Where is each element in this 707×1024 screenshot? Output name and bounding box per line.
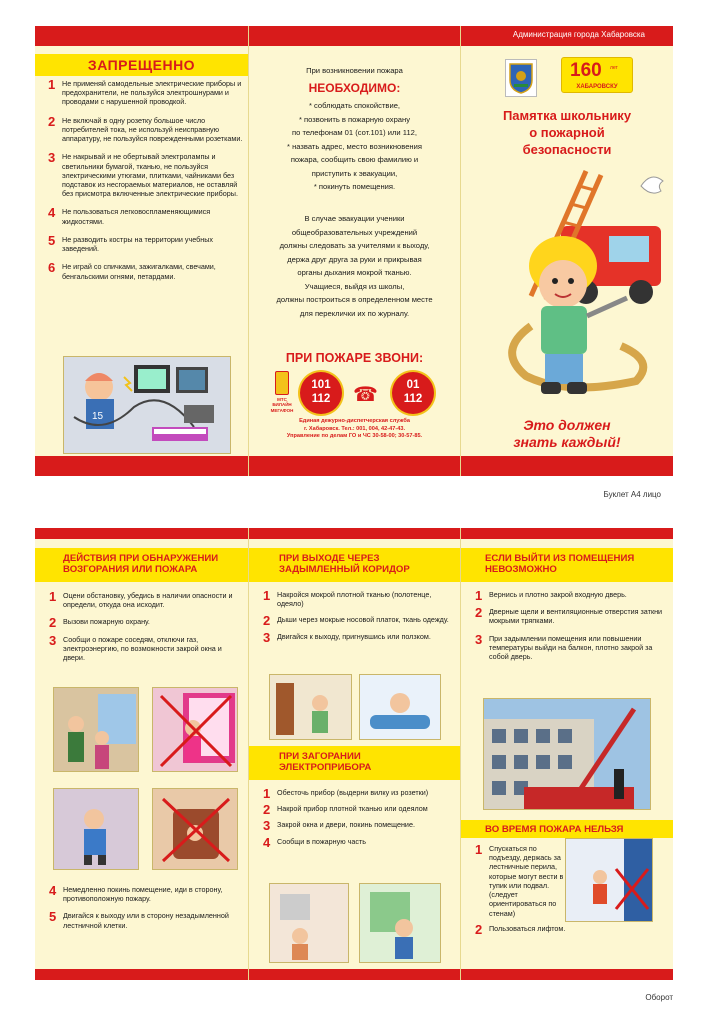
badge-number: 160 [570, 60, 602, 81]
item-text: Обесточь прибор (выдерни вилку из розетки) [277, 788, 429, 797]
text-line: Единая дежурно-диспетчерская служба [299, 418, 410, 424]
fire-intro: При возникновении пожара [306, 66, 403, 75]
item-number: 5 [48, 232, 56, 248]
text-line: Учащиеся, выйдя из школы, [304, 281, 405, 291]
item-text: Не пользоваться легковоспламеняющимися жидкостями. [62, 207, 211, 226]
forbidden-during-fire-header [461, 820, 673, 838]
item-text: Вернись и плотно закрой входную дверь. [489, 590, 627, 599]
list-item [48, 262, 243, 280]
item-text: Двигайся к выходу или в сторону незадымленной лестничной клетки. [63, 911, 229, 930]
text-line: * покинуть помещения. [313, 182, 396, 192]
telephone-icon: ☎ [353, 384, 378, 406]
necessary-steps [249, 99, 460, 194]
back-caption: Оборот [645, 993, 673, 1002]
item-number: 1 [475, 588, 483, 603]
cannot-exit-header [461, 548, 673, 582]
booklet-back [35, 528, 673, 980]
list-item [49, 615, 244, 631]
item-text: Немедленно покинь помещение, иди в сторону, противоположную пожару. [63, 885, 223, 904]
forbidden-list [48, 79, 243, 290]
text-line: общеобразовательных учреждений [291, 227, 418, 237]
item-text: Не включай в одну розетку большое число потребителей тока, не используй неисправную аппаратуру, не пользуйся поврежденными розетками. [62, 115, 243, 144]
list-item [475, 921, 570, 937]
cover-title-line: Памятка школьнику [502, 108, 632, 123]
list-item [475, 631, 670, 662]
dispatch-info [249, 418, 460, 441]
landline-numbers-circle [392, 372, 434, 414]
list-item [48, 232, 243, 254]
front-caption: Буклет А4 лицо [603, 490, 661, 499]
firefighter-boy-illustration [491, 166, 671, 416]
forbidden-header [35, 54, 248, 76]
call-title: ПРИ ПОЖАРЕ ЗВОНИ: [285, 351, 424, 365]
item-text: Пользоваться лифтом. [489, 923, 566, 933]
svg-text:15: 15 [92, 411, 104, 422]
item-number: 3 [475, 631, 483, 647]
number-01: 01 [406, 379, 420, 392]
detection-title-line: ДЕЙСТВИЯ ПРИ ОБНАРУЖЕНИИ [63, 553, 219, 564]
mobile-phone-icon [275, 371, 289, 395]
corridor-header [249, 548, 460, 582]
detection-title-line: ВОЗГОРАНИЯ ИЛИ ПОЖАРА [63, 564, 198, 576]
item-text: Сообщи в пожарную часть [277, 836, 366, 846]
item-number: 2 [475, 605, 483, 621]
appliance-title-line: ПРИ ЗАГОРАНИИ [279, 751, 361, 762]
item-number: 1 [475, 842, 483, 857]
text-line: пожара, сообщить свою фамилию и [290, 155, 419, 165]
close-window-illustration [152, 687, 238, 772]
stairs-warning-illustration [565, 838, 653, 922]
item-text: Не применяй самодельные электрические приборы и предохранители, не пользуйся электрошнурами и проводами с нарушенной проводкой. [62, 79, 242, 107]
administration-label: Администрация города Хабаровска [512, 30, 645, 39]
detection-panel [35, 528, 248, 980]
evacuation-text [249, 212, 460, 320]
dont-hide-illustration [152, 788, 238, 870]
detection-list-top [49, 591, 244, 670]
item-number: 3 [49, 632, 57, 648]
list-item [48, 113, 243, 144]
text-line: * позвонить в пожарную охрану [298, 114, 411, 124]
item-number: 2 [475, 921, 483, 937]
mobile-operators: МТС БИЛАЙН МЕГАФОН [270, 397, 294, 413]
list-item [263, 613, 458, 629]
forbidden-panel [35, 26, 248, 476]
corridor-panel [249, 528, 460, 980]
item-number: 4 [48, 205, 56, 221]
list-item [49, 591, 244, 609]
item-text: Сообщи о пожаре соседям, отключи газ, электроэнергию, по возможности закрой окна и двери. [63, 634, 222, 663]
item-text: Закрой окна и двери, покинь помещение. [277, 820, 415, 830]
anniversary-badge [561, 57, 633, 93]
list-item [48, 79, 243, 107]
item-text: Накрой прибор плотной тканью или одеялом [277, 804, 428, 814]
text-line: Управление по делам ГО и ЧС 30-58-00; 30-57-85. [286, 433, 423, 440]
item-number: 1 [49, 589, 57, 604]
call-fire-department-illustration [359, 883, 441, 963]
cover-slogan [461, 417, 673, 451]
coat-of-arms-icon [505, 59, 537, 97]
crawl-illustration [359, 674, 441, 740]
appliance-title-line: ЭЛЕКТРОПРИБОРА [279, 762, 372, 774]
list-item [49, 885, 244, 903]
mobile-numbers-circle [300, 372, 342, 414]
item-text: Двигайся к выходу, пригнувшись или ползком. [277, 631, 431, 641]
list-item [263, 818, 458, 834]
necessary-title: НЕОБХОДИМО: [308, 81, 401, 95]
rescue-ladder-photo [483, 698, 651, 810]
forbidden-during-fire-list [475, 844, 570, 939]
corridor-title-line: ПРИ ВЫХОДЕ ЧЕРЕЗ [279, 553, 380, 564]
item-text: Вызови пожарную охрану. [63, 617, 150, 627]
text-line: органы дыхания мокрой тканью. [297, 268, 412, 278]
electrical-hazard-illustration [63, 356, 231, 454]
item-number: 2 [263, 613, 271, 629]
cover-panel [461, 26, 673, 476]
detection-header [35, 548, 248, 582]
necessary-panel [249, 26, 460, 476]
list-item [475, 607, 670, 625]
cover-title [461, 108, 673, 159]
shut-off-gas-illustration [53, 788, 139, 870]
item-number: 3 [263, 629, 271, 645]
corridor-title-line: ЗАДЫМЛЕННЫЙ КОРИДОР [279, 564, 410, 576]
text-line: г. Хабаровск. Тел.: 001, 004, 42-47-43. [303, 425, 406, 432]
item-text: При задымлении помещения или повышении температуры выйди на балкон, плотно закрой за собой дверь. [489, 633, 653, 662]
list-item [49, 911, 244, 929]
item-text: Дверные щели и вентиляционные отверстия заткни мокрыми тряпками. [489, 607, 663, 626]
text-line: должны следовать за учителями к выходу, [279, 241, 430, 251]
list-item [48, 152, 243, 198]
list-item [263, 786, 458, 801]
item-number: 3 [48, 150, 56, 166]
item-number: 1 [263, 786, 271, 801]
number-101: 101 [311, 379, 331, 392]
list-item [475, 844, 570, 918]
list-item [263, 834, 458, 850]
text-line: * соблюдать спокойствие, [308, 101, 401, 110]
booklet-front [35, 26, 673, 476]
unplug-illustration [269, 883, 349, 963]
list-item [49, 632, 244, 663]
item-number: 2 [263, 802, 271, 818]
item-number: 1 [263, 588, 271, 603]
forbidden-during-fire-title: ВО ВРЕМЯ ПОЖАРА НЕЛЬЗЯ [485, 824, 624, 835]
list-item [475, 588, 670, 603]
cannot-exit-title-line: НЕВОЗМОЖНО [485, 564, 557, 576]
badge-sup: лет [610, 65, 618, 71]
list-item [48, 207, 243, 225]
forbidden-title: ЗАПРЕЩЕННО [87, 57, 196, 73]
number-112: 112 [311, 393, 331, 405]
list-item [263, 802, 458, 818]
number-112-landline: 112 [403, 393, 423, 405]
text-line: должны построиться в определенном месте [276, 295, 433, 305]
cover-title-line: о пожарной [529, 124, 605, 140]
item-number: 2 [49, 615, 57, 631]
cannot-exit-list [475, 590, 670, 669]
item-text: Накройся мокрой плотной тканью (полотенце, одеяло) [277, 590, 432, 609]
item-number: 2 [48, 113, 56, 129]
text-line: по телефонам 01 (сот.101) или 112, [292, 128, 417, 138]
item-text: Не разводить костры на территории учебных заведений. [62, 234, 213, 254]
list-item [263, 629, 458, 645]
text-line: приступить к эвакуации, [311, 168, 398, 178]
item-number: 3 [263, 818, 271, 834]
appliance-list [263, 788, 458, 853]
cannot-exit-panel [461, 528, 673, 980]
detection-list-bottom [49, 885, 244, 938]
item-text: Дыши через мокрые носовой платок, ткань одежду. [277, 615, 449, 625]
text-line: для переклички их по журналу. [299, 308, 410, 318]
text-line: В случае эвакуации ученики [304, 214, 405, 223]
slogan-line: Это должен [523, 417, 611, 433]
item-text: Не играй со спичками, зажигалками, свечами, бенгальскими огнями, петардами. [62, 262, 216, 281]
corridor-list [263, 590, 458, 648]
item-number: 4 [263, 834, 271, 850]
assess-situation-illustration [53, 687, 139, 772]
item-number: 5 [49, 909, 57, 925]
badge-city: ХАБАРОВСКУ [576, 84, 618, 90]
item-text: Не накрывай и не обертывай электролампы и светильники бумагой, тканью, не пользуйся электрическими утюгами, плитками, чайниками без подставок из несгораемых материалов, не оставляй без присмотра включенные электрические приборы. [62, 152, 238, 199]
text-line: держа друг друга за руки и прикрывая [287, 254, 422, 264]
item-number: 4 [49, 883, 57, 898]
slogan-line: знать каждый! [513, 433, 621, 450]
item-number: 1 [48, 77, 56, 92]
text-line: * назвать адрес, место возникновения [287, 141, 422, 151]
item-text: Спускаться по подъезду, держась за лестничные перила, которые могут вести в тупик или подвал. (следует ориентироваться по стенам) [489, 844, 564, 918]
appliance-header [249, 746, 460, 780]
item-text: Оцени обстановку, убедись в наличии опасности и определи, откуда она исходит. [63, 591, 233, 610]
cover-with-cloth-illustration [269, 674, 352, 740]
item-number: 6 [48, 260, 56, 276]
cannot-exit-title-line: ЕСЛИ ВЫЙТИ ИЗ ПОМЕЩЕНИЯ [485, 553, 635, 564]
list-item [263, 590, 458, 608]
cover-title-line: безопасности [522, 141, 612, 157]
